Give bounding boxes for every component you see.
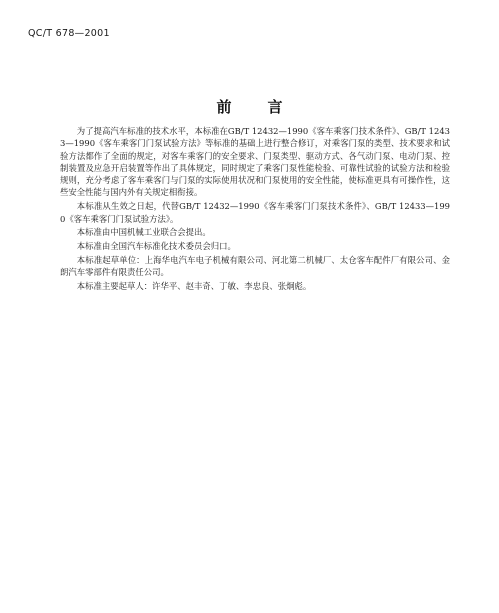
title-char-1: 前 — [216, 98, 232, 116]
title-char-2: 言 — [267, 98, 283, 116]
document-code: QC/T 678—2001 — [28, 28, 110, 39]
paragraph-purpose: 为了提高汽车标准的技术水平，本标准在GB/T 12432—1990《客车乘客门技术条件》、GB/T 12433—1990《客车乘客门门泵试验方法》等标准的基础上进行整合修订，对乘客门泵的类型、技术要求和试验方法都作了全面的规定，对客车乘客门的安全要求、门泵类型、驱动方式、各气动门泵、电动门泵、控制装置及应急开启装置等作出了具体规定，同时规定了乘客门泵性能检验、可靠性试验的试验方法和检验规则，充分考虑了客车乘客门与门泵的实际使用状况和门泵使用的安全性能，使标准更具有可操作性，这些安全性能与国内外有关规定相衔接。 — [60, 126, 450, 198]
paragraph-replacement: 本标准从生效之日起，代替GB/T 12432—1990《客车乘客门门泵技术条件》、GB/T 12433—1990《客车乘客门门泵试验方法》。 — [60, 201, 450, 224]
paragraph-centralized: 本标准由全国汽车标准化技术委员会归口。 — [76, 241, 236, 252]
paragraph-drafting-units: 本标准起草单位：上海华电汽车电子机械有限公司、河北第二机械厂、太仓客车配件厂有限公司、金朗汽车零部件有限责任公司。 — [60, 254, 450, 278]
document-title — [0, 96, 499, 117]
paragraph-proposer: 本标准由中国机械工业联合会提出。 — [76, 227, 211, 238]
paragraph-drafters: 本标准主要起草人：许华平、赵丰奇、丁敏、李忠良、张炯彪。 — [76, 281, 312, 292]
document-body — [60, 125, 450, 294]
